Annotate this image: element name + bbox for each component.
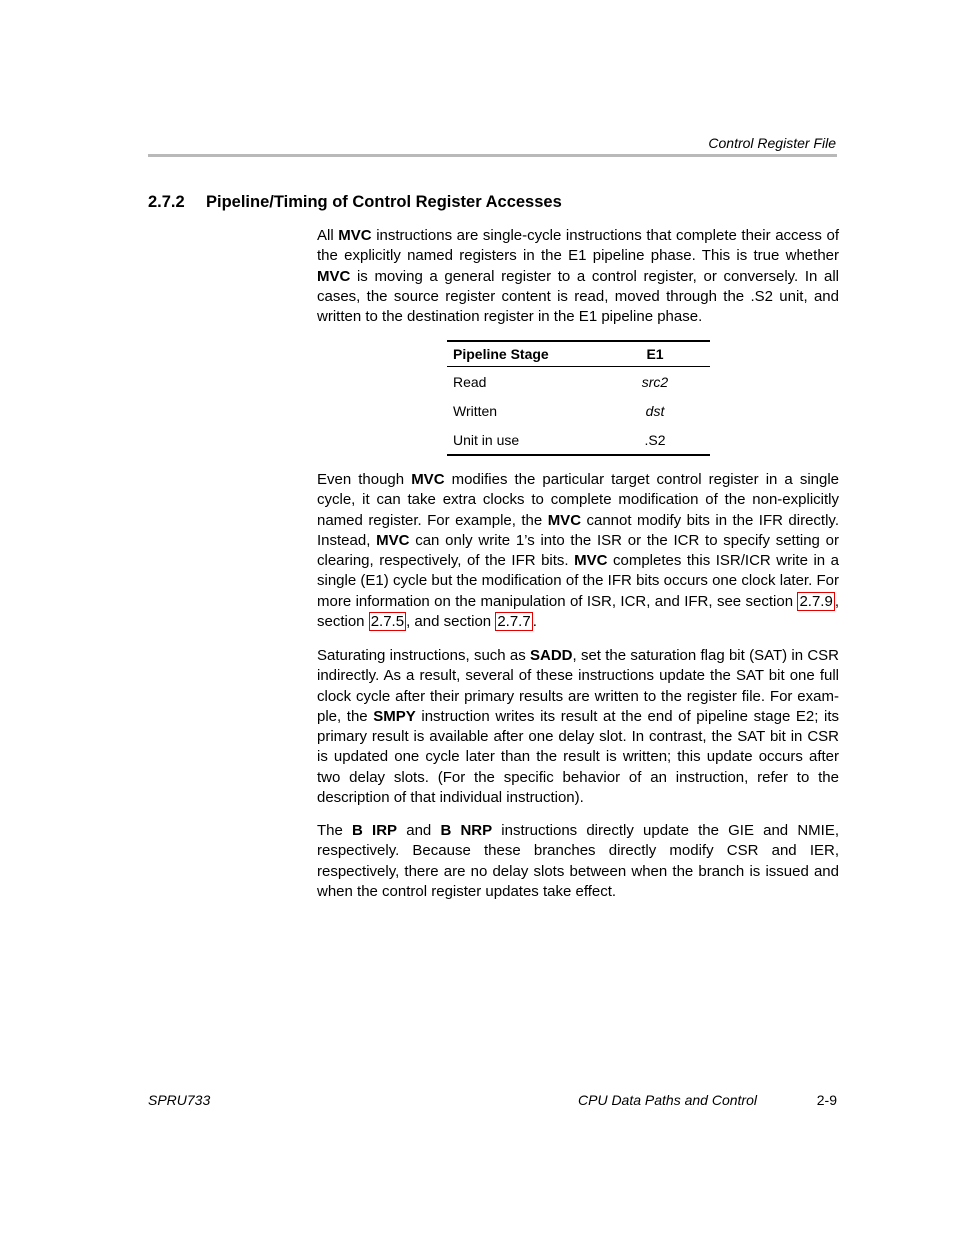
instruction-name: SMPY — [373, 707, 416, 725]
table-row — [447, 367, 710, 396]
section-link-2-7-5[interactable]: 2.7.5 — [370, 613, 405, 631]
running-header: Control Register File — [708, 135, 836, 151]
table-row — [447, 425, 710, 454]
table-cell-value: src2 — [641, 373, 669, 390]
paragraph-3 — [317, 646, 839, 808]
table-cell-stage: Written — [453, 402, 498, 419]
section-link-2-7-9[interactable]: 2.7.9 — [799, 592, 833, 610]
text-run: , and section — [406, 613, 496, 631]
text-run: The — [317, 822, 353, 839]
section-heading — [148, 193, 562, 212]
paragraph-2 — [317, 470, 839, 632]
text-run: instructions directly update the GIE and NMIE, respectively. Because these branches directly modify CSR and IER, respectively, there are no delay slots between when the branch is issued and when the control register updates take effect. — [317, 822, 839, 900]
text-run: and — [397, 822, 441, 839]
section-number: 2.7.2 — [148, 193, 185, 211]
instruction-name: MVC — [547, 511, 582, 529]
table-header-e1: E1 — [646, 346, 664, 362]
instruction-name: MVC — [411, 471, 445, 488]
table-row — [447, 396, 710, 425]
text-run: instruction writes its result at the end of pipeline stage E2; its primary result is available after one delay slot. In contrast, the SAT bit in CSR is updated one cycle later than the result is written; this update occurs after two delay slots. (For the specific behavior of an instruction, refer to the description of that individual instruction). — [317, 707, 840, 807]
text-run: All — [317, 227, 339, 244]
instruction-name: MVC — [317, 267, 351, 285]
text-run: Saturating instructions, such as — [317, 647, 531, 664]
text-run: can only write 1’s into the ISR or the ICR to specify setting or clearing, respectively, of the IFR bits. — [317, 531, 839, 570]
instruction-name: MVC — [338, 227, 372, 244]
table-cell-stage: Unit in use — [453, 431, 520, 448]
header-rule — [148, 154, 837, 157]
pipeline-table — [447, 340, 710, 456]
footer-chapter: CPU Data Paths and Control — [578, 1092, 757, 1108]
section-link-2-7-7[interactable]: 2.7.7 — [497, 613, 531, 631]
instruction-name: SADD — [530, 647, 573, 664]
text-run: modifies the particular target control register in a single cycle, it can take extra clocks to complete modification of the non-explicitly named register. For example, the — [317, 471, 840, 529]
text-run: is moving a general register to a control register, or conversely. In all cases, the source register content is read, moved through the .S2 unit, and written to the destination register in the E1 pipeline phase. — [317, 267, 839, 326]
text-run: instructions are single-cycle instructions that complete their access of the explicitly named registers in the E1 pipeline phase. This is true whether — [317, 227, 839, 265]
footer-page-number: 2-9 — [816, 1092, 837, 1108]
paragraph-1 — [317, 226, 839, 327]
table-header-row — [447, 342, 710, 367]
text-run: cannot modify bits in the IFR directly. Instead, — [317, 511, 839, 549]
instruction-name: B NRP — [440, 822, 493, 839]
instruction-name: MVC — [574, 552, 608, 570]
table-cell-value: dst — [645, 402, 665, 419]
text-run: . — [532, 613, 537, 631]
instruction-name: MVC — [376, 531, 410, 549]
section-title: Pipeline/Timing of Control Register Accesses — [206, 193, 562, 211]
table-cell-stage: Read — [453, 373, 487, 390]
table-cell-value: .S2 — [644, 431, 666, 448]
table-header-stage: Pipeline Stage — [453, 346, 549, 362]
text-run: , section — [317, 592, 839, 631]
instruction-name: B IRP — [352, 822, 398, 839]
paragraph-4 — [317, 821, 839, 902]
text-run: , set the saturation flag bit (SAT) in CSR indirectly. As a result, several of these instructions update the SAT bit one full clock cycle after their primary results are written to the register file. For exam-ple, the — [317, 647, 839, 725]
text-run: Even though — [317, 471, 412, 488]
footer-doc-id: SPRU733 — [148, 1092, 211, 1108]
text-run: completes this ISR/ICR write in a single (E1) cycle but the modification of the IFR bits occurs one clock later. For more information on the manipulation of ISR, ICR, and IFR, see section — [317, 552, 839, 610]
